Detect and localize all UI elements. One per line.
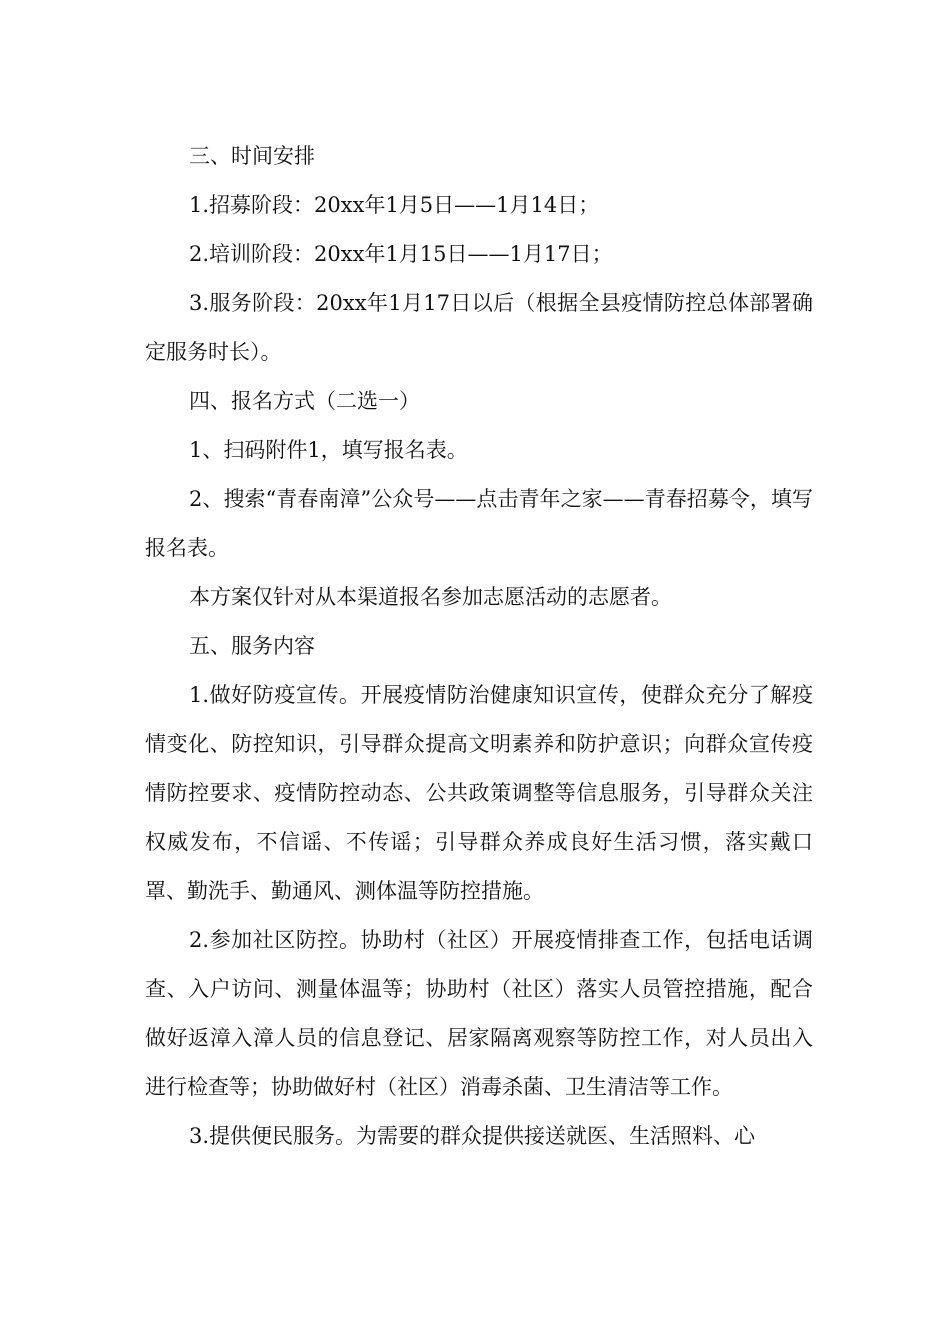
section-heading-service-content: 五、服务内容 — [189, 634, 315, 658]
document-body — [145, 132, 813, 1161]
registration-note: 本方案仅针对从本渠道报名参加志愿活动的志愿者。 — [189, 585, 672, 609]
schedule-item-recruitment: 1.招募阶段：20xx年1月5日——1月14日； — [189, 193, 600, 217]
service-item-community: 2.参加社区防控。协助村（社区）开展疫情排查工作，包括电话调查、入户访问、测量体温等；协助村（社区）落实人员管控措施，配合做好返漳入漳人员的信息登记、居家隔离观察等防控工作，对人员出入进行检查等；协助做好村（社区）消毒杀菌、卫生清洁等工作。 — [145, 928, 813, 1099]
service-item-convenience: 3.提供便民服务。为需要的群众提供接送就医、生活照料、心 — [189, 1124, 756, 1148]
schedule-item-service: 3.服务阶段：20xx年1月17日以后（根据全县疫情防控总体部署确定服务时长）。 — [145, 291, 813, 364]
registration-method-search: 2、搜索“青春南漳”公众号——点击青年之家——青春招募令，填写报名表。 — [145, 487, 813, 560]
section-heading-schedule: 三、时间安排 — [189, 144, 315, 168]
service-item-publicity: 1.做好防疫宣传。开展疫情防治健康知识宣传，使群众充分了解疫情变化、防控知识，引导群众提高文明素养和防护意识；向群众宣传疫情防控要求、疫情防控动态、公共政策调整等信息服务，引导群众关注权威发布，不信谣、不传谣；引导群众养成良好生活习惯，落实戴口罩、勤洗手、勤通风、测体温等防控措施。 — [145, 683, 813, 903]
schedule-item-training: 2.培训阶段：20xx年1月15日——1月17日； — [189, 242, 613, 266]
registration-method-scan: 1、扫码附件1，填写报名表。 — [189, 438, 468, 462]
section-heading-registration: 四、报名方式（二选一） — [189, 389, 420, 413]
